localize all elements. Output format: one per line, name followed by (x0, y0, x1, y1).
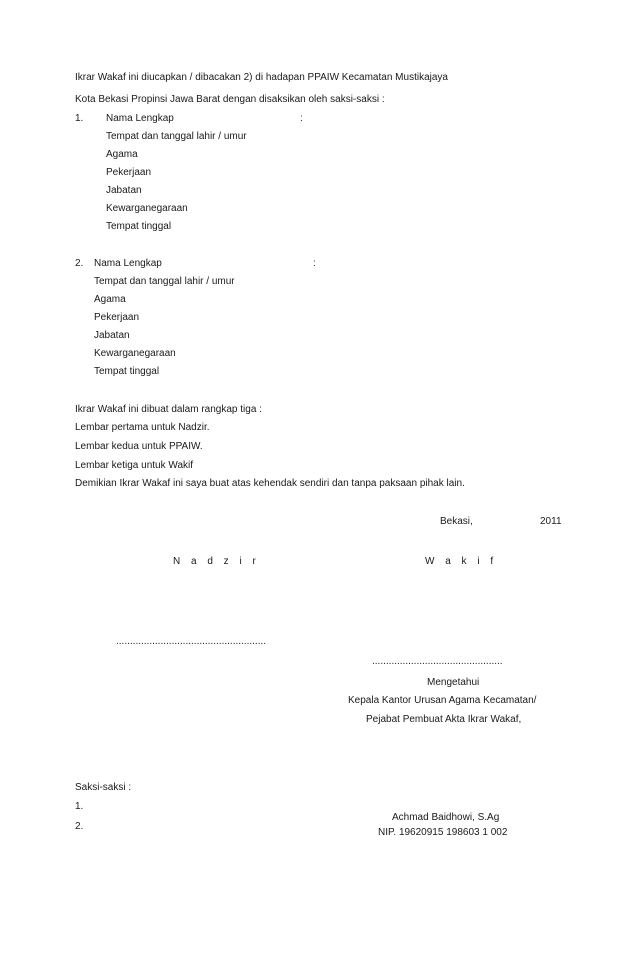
closing-statement: Demikian Ikrar Wakaf ini saya buat atas kehendak sendiri dan tanpa paksaan pihak lain. (75, 478, 465, 489)
witness2-nationality-label: Kewarganegaraan (94, 348, 176, 359)
official-name: Achmad Baidhowi, S.Ag (392, 812, 500, 823)
copy-first: Lembar pertama untuk Nadzir. (75, 422, 210, 433)
copy-second: Lembar kedua untuk PPAIW. (75, 441, 203, 452)
nadzir-signature-line: ...................................................... (116, 636, 267, 647)
wakif-label: W a k i f (425, 556, 498, 567)
witness2-name-label: Nama Lengkap (94, 258, 162, 269)
witness-sign-1: 1. (75, 801, 84, 812)
witness1-number: 1. (75, 113, 84, 124)
witness2-number: 2. (75, 258, 84, 269)
witness1-nationality-label: Kewarganegaraan (106, 203, 188, 214)
witness-sign-2: 2. (75, 821, 84, 832)
witness2-address-label: Tempat tinggal (94, 366, 160, 377)
witness1-address-label: Tempat tinggal (106, 221, 172, 232)
witness1-name-label: Nama Lengkap (106, 113, 174, 124)
witness2-religion-label: Agama (94, 294, 126, 305)
intro-line-2: Kota Bekasi Propinsi Jawa Barat dengan disaksikan oleh saksi-saksi : (75, 94, 385, 105)
place-label: Bekasi, (440, 516, 473, 527)
wakif-signature-line: ............................................... (372, 656, 503, 667)
witness1-colon: : (300, 113, 303, 124)
approval-office: Kepala Kantor Urusan Agama Kecamatan/ (348, 695, 537, 706)
copies-heading: Ikrar Wakaf ini dibuat dalam rangkap tiga : (75, 404, 262, 415)
witness2-birth-label: Tempat dan tanggal lahir / umur (94, 276, 235, 287)
witness1-position-label: Jabatan (106, 185, 142, 196)
witness1-occupation-label: Pekerjaan (106, 167, 152, 178)
witness2-occupation-label: Pekerjaan (94, 312, 140, 323)
intro-line-1: Ikrar Wakaf ini diucapkan / dibacakan 2) di hadapan PPAIW Kecamatan Mustikajaya (75, 72, 448, 83)
year-label: 2011 (540, 516, 562, 527)
approval-official: Pejabat Pembuat Akta Ikrar Wakaf, (366, 714, 522, 725)
witness1-religion-label: Agama (106, 149, 138, 160)
witnesses-heading: Saksi-saksi : (75, 782, 132, 793)
approval-known: Mengetahui (427, 677, 480, 688)
witness2-position-label: Jabatan (94, 330, 130, 341)
witness2-colon: : (313, 258, 316, 269)
copy-third: Lembar ketiga untuk Wakif (75, 460, 194, 471)
official-nip: NIP. 19620915 198603 1 002 (378, 827, 508, 838)
witness1-birth-label: Tempat dan tanggal lahir / umur (106, 131, 247, 142)
nadzir-label: N a d z i r (173, 556, 260, 567)
